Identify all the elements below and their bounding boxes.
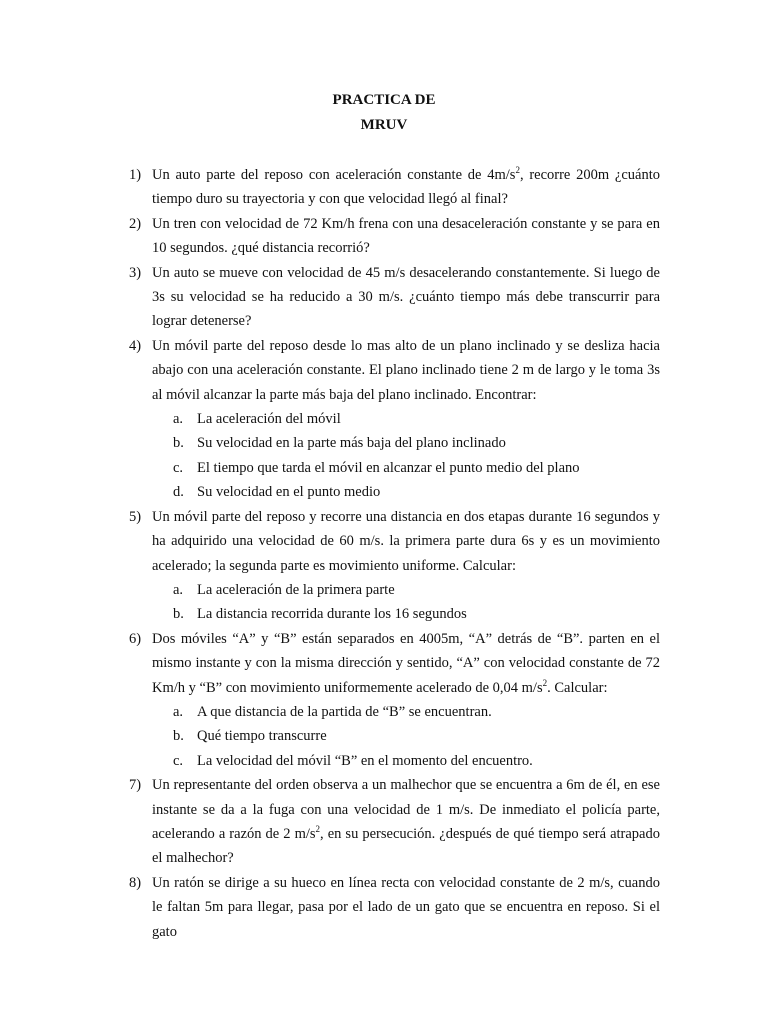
problem-text: Un ratón se dirige a su hueco en línea recta con velocidad constante de 2 m/s, cuando le faltan 5m para llegar, pasa por el lado de un gato que se encuentra en reposo. Si el gato <box>152 874 660 940</box>
problem-text: Un móvil parte del reposo y recorre una distancia en dos etapas durante 16 segundos y ha adquirido una velocidad de 60 m/s. la primera parte dura 6s y es un movimiento acelerado; la segunda parte es movimiento uniforme. Calcular: <box>152 508 660 574</box>
problem-text: Un auto se mueve con velocidad de 45 m/s desacelerando constantemente. Si luego de 3s su velocidad se ha reducido a 30 m/s. ¿cuánto tiempo más debe transcurrir para lograr detenerse? <box>152 264 660 330</box>
sub-item: a. La aceleración del móvil <box>173 411 341 428</box>
problem-number: 1) <box>129 167 142 183</box>
problem-number: 3) <box>129 264 142 281</box>
sub-item: b. Su velocidad en la parte más baja del plano inclinado <box>173 435 506 452</box>
sub-item: b. La distancia recorrida durante los 16 segundos <box>173 606 467 623</box>
problem-number: 5) <box>129 508 142 525</box>
sub-item: c. La velocidad del móvil “B” en el momento del encuentro. <box>173 752 533 769</box>
problem-1 <box>0 163 768 212</box>
sub-item: a. A que distancia de la partida de “B” se encuentran. <box>173 703 492 720</box>
problem-3 <box>0 261 768 334</box>
sub-item: b. Qué tiempo transcurre <box>173 728 327 745</box>
problem-5 <box>0 505 768 627</box>
problem-number: 2) <box>129 215 142 232</box>
problem-2 <box>0 212 768 261</box>
sub-item: d. Su velocidad en el punto medio <box>173 484 381 501</box>
sub-item: a. La aceleración de la primera parte <box>173 581 395 598</box>
sub-item: c. El tiempo que tarda el móvil en alcanzar el punto medio del plano <box>173 459 580 476</box>
problem-7 <box>0 773 768 871</box>
problem-number: 4) <box>129 337 142 354</box>
problem-8 <box>0 871 768 944</box>
problem-number: 7) <box>129 777 142 794</box>
title-line-1: PRACTICA DE <box>332 92 436 108</box>
problem-6 <box>0 627 768 773</box>
problem-4 <box>0 334 768 505</box>
problem-number: 6) <box>129 630 142 647</box>
problem-text: Un auto parte del reposo con aceleración constante de $4m/s^2$, recorre 200m ¿cuánto tiempo duro su trayectoria y con que velocidad llegó al final? <box>152 165 660 208</box>
problem-number: 8) <box>129 874 142 891</box>
problem-text: Dos móviles “A” y “B” están separados en 4005m, “A” detrás de “B”. parten en el mismo instante y con la misma dirección y sentido, “A” con velocidad constante de 72 Km/h y “B” con movimiento uniformemente acelerado de 0,04 $m/s^2$. Calcular: <box>152 630 660 696</box>
title-line-2: MRUV <box>360 117 408 133</box>
problem-text: Un tren con velocidad de 72 Km/h frena con una desaceleración constante y se para en 10 segundos. ¿qué distancia recorrió? <box>152 215 660 257</box>
problem-text: Un representante del orden observa a un malhechor que se encuentra a 6m de él, en ese instante se da a la fuga con una velocidad de 1 m/s. De inmediato el policía parte, acelerando a razón de 2 $m/s^2$, en su persecución. ¿después de qué tiempo será atrapado el malhechor? <box>152 777 660 867</box>
problem-text: Un móvil parte del reposo desde lo mas alto de un plano inclinado y se desliza hacia abajo con una aceleración constante. El plano inclinado tiene 2 m de largo y le toma 3s al móvil alcanzar la parte más baja del plano inclinado. Encontrar: <box>152 337 660 403</box>
problem-list <box>0 163 768 944</box>
